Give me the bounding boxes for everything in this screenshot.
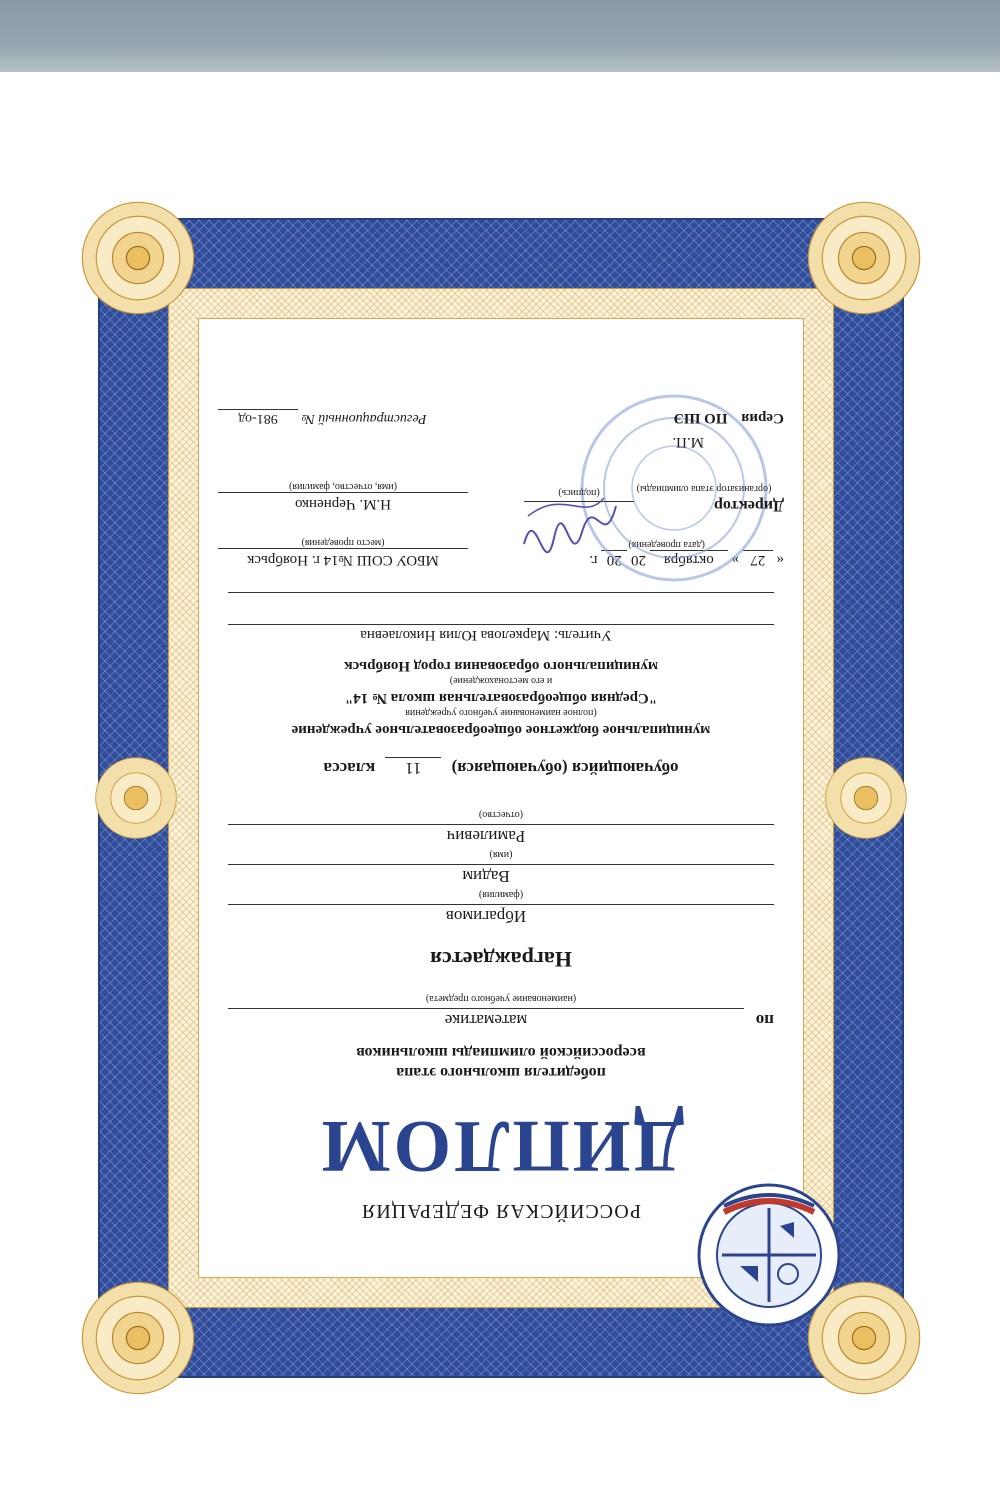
name-underline (228, 864, 774, 865)
school-hint-1: (полное наименование учебного учреждения (405, 707, 597, 718)
patronymic-underline (228, 824, 774, 825)
surname-value: Ибрагимов (445, 907, 527, 926)
series-value: ПО ШЭ (673, 410, 728, 426)
teacher-underline (228, 624, 774, 625)
winner-line-1: победителя школьного этапа (396, 1064, 606, 1081)
director-name-block (218, 481, 468, 512)
place-hint: (место проведения) (301, 537, 385, 548)
date-open-quote: « (776, 552, 784, 568)
surname-underline (228, 904, 774, 905)
class-number: 11 (385, 757, 441, 778)
teacher-value: Учитель: Маркелова Юлия Николаевна (360, 627, 612, 643)
director-name-hint: (имя, отчество, фамилия) (289, 481, 397, 492)
date-close-quote: » (731, 552, 739, 568)
date-day: 27 (743, 550, 773, 568)
date-year: 20 (601, 550, 627, 568)
school-line-2: "Средняя общеобразовательная школа № 14" (344, 690, 658, 706)
blank-underline (228, 592, 774, 593)
school-hint-2: и его местонахождение) (449, 675, 553, 686)
scan-edge-shadow (0, 0, 1000, 72)
school-line-1: муниципальное бюджетное общеобразовательное учреждение (291, 722, 711, 738)
blank-row (228, 592, 774, 612)
surname-hint: (фамилия) (478, 889, 524, 900)
registration-number: 981-од (218, 409, 298, 426)
patronymic-row (228, 824, 774, 850)
handwritten-signature-icon (514, 484, 624, 562)
series-row (664, 409, 784, 426)
name-value: Вадим (462, 867, 510, 886)
diploma-sheet (98, 218, 904, 1378)
student-label: обучающийся (обучающаяся) (451, 759, 679, 778)
date-month: октября (650, 550, 728, 568)
subject-hint: (наименование учебного предмета) (425, 993, 577, 1004)
series-label: Серия (741, 410, 784, 426)
diploma-title: ДИПЛОМ (317, 1105, 685, 1187)
director-title: Директор (714, 497, 784, 514)
name-row (228, 864, 774, 890)
date-year-suffix: г. (589, 552, 598, 568)
date-hint: (дата проведения) (628, 539, 705, 550)
registration-row (218, 409, 427, 426)
awarded-heading: Награждается (430, 947, 572, 972)
rosette-icon (94, 756, 178, 840)
country-heading: РОССИЙСКАЯ ФЕДЕРАЦИЯ (360, 1200, 642, 1222)
director-name: Н.М. Черненко (294, 496, 392, 512)
subject-underline (228, 1008, 744, 1009)
rosette-icon (80, 200, 196, 316)
date-year-prefix: 20 (631, 552, 646, 568)
class-row (198, 757, 804, 778)
subject-value: математике (444, 1011, 528, 1030)
seal-place-label: М.П. (672, 434, 704, 450)
organizer-hint: (организатор этапа олимпиады) (636, 483, 772, 494)
teacher-row (228, 624, 774, 650)
rosette-icon (806, 200, 922, 316)
class-label: класса (323, 759, 376, 778)
winner-line-2: всероссийской олимпиады школьников (356, 1044, 646, 1061)
school-line-3: муниципального образования город Ноябрьск (343, 658, 659, 674)
rosette-icon (824, 756, 908, 840)
signature-hint: (подпись) (558, 487, 600, 498)
director-name-underline (218, 492, 468, 493)
subject-prefix: по (755, 1011, 774, 1030)
surname-row (228, 904, 774, 930)
winner-description (198, 1042, 804, 1082)
subject-row (228, 1008, 774, 1034)
rosette-icon (80, 1280, 196, 1396)
patronymic-value: Рамилевич (446, 827, 526, 846)
place-block (218, 537, 468, 568)
place-underline (218, 548, 468, 549)
registration-label: Регистрационный № (301, 411, 427, 426)
place-value: МБОУ СОШ №14 г. Ноябрьск (247, 552, 439, 568)
patronymic-hint: (отчество) (478, 809, 524, 820)
diploma-content (198, 318, 804, 1278)
name-hint: (имя) (489, 849, 513, 860)
